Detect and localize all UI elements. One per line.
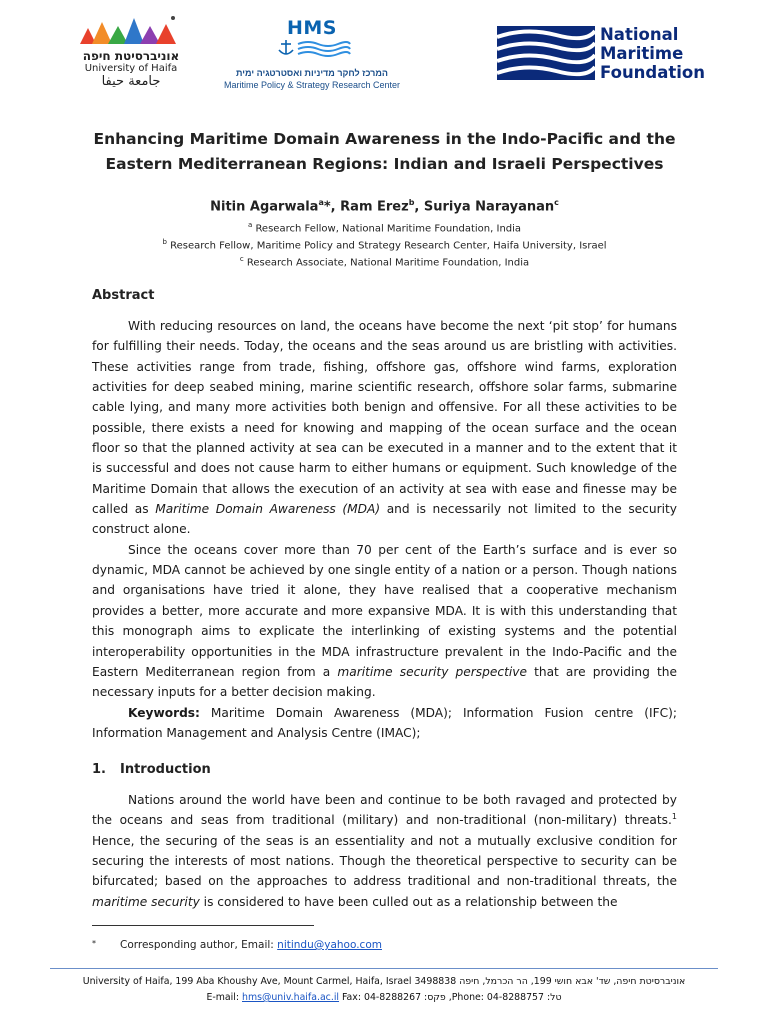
title-line-2: Eastern Mediterranean Regions: Indian and Israeli Perspectives — [105, 155, 664, 173]
section-number: 1. — [92, 762, 106, 777]
footnote-mark: * — [92, 939, 96, 948]
haifa-arabic-name: جامعة حيفا — [101, 74, 161, 89]
anchor-waves-icon — [272, 38, 352, 60]
abstract-p1-text-end: and is necessarily not limited to the security construct alone. — [92, 502, 677, 537]
haifa-logo-mark-icon — [78, 14, 184, 48]
footer-email-link[interactable]: hms@univ.haifa.ac.il — [242, 992, 340, 1003]
nmf-name — [600, 25, 705, 82]
author-suffix: *, — [323, 199, 336, 215]
hms-logo — [212, 18, 412, 94]
national-maritime-foundation-logo — [496, 25, 746, 81]
affiliation-text: Research Associate, National Maritime Foundation, India — [246, 257, 530, 269]
author-name: Suriya Narayanan — [423, 199, 555, 215]
haifa-hebrew-name: אוניברסיטת חיפה — [82, 49, 180, 63]
author-sup: c — [554, 198, 559, 207]
abstract-p1-italic: Maritime Domain Awareness (MDA) — [155, 502, 381, 517]
nmf-line-1: National — [600, 25, 679, 44]
author-name: Nitin Agarwala — [210, 199, 319, 215]
affiliation-text: Research Fellow, National Maritime Foundation, India — [255, 223, 522, 235]
hms-acronym: HMS — [287, 17, 337, 39]
affiliation-text: Research Fellow, Maritime Policy and Strategy Research Center, Haifa University, Israel — [170, 240, 607, 252]
intro-paragraph-1 — [92, 790, 677, 912]
author-list — [92, 198, 677, 214]
abstract-p2-text-end: that are providing the necessary inputs for a better decision making. — [92, 664, 677, 700]
footer-address: University of Haifa, 199 Aba Khoushy Ave, Mount Carmel, Haifa, Israel 3498838 אוניברסיטת חיפה, שד' אבא חושי 199, הר הכרמל, חיפה — [82, 976, 686, 987]
intro-p1-text: Nations around the world have been and continue to be both ravaged and protected by the oceans and seas from traditional (military) and non-traditional (non-military) threats. — [92, 793, 677, 828]
abstract-p2-italic: maritime security perspective — [337, 664, 527, 679]
abstract-heading: Abstract — [92, 288, 155, 303]
page-header — [0, 0, 768, 100]
affiliation-b — [92, 238, 677, 251]
section-title: Introduction — [119, 762, 211, 777]
intro-p1-text-end: is considered to have been culled out as a relationship between the — [199, 894, 618, 909]
introduction-heading — [92, 762, 677, 777]
footer-email-label: E-mail: — [206, 992, 242, 1003]
title-line-1: Enhancing Maritime Domain Awareness in the Indo-Pacific and the — [93, 130, 676, 148]
intro-p1-italic: maritime security — [92, 894, 200, 909]
footnote-text: Corresponding author, Email: — [120, 939, 278, 951]
footer-fax-phone: Fax: 04-8288267 :פקס ,Phone: 04-8288757 :טל — [339, 992, 562, 1003]
footnote-divider — [92, 925, 314, 926]
keywords-text: Maritime Domain Awareness (MDA); Information Fusion centre (IFC); Information Management and Analysis Centre (IMAC); — [92, 705, 677, 740]
corresponding-email-link[interactable]: nitindu@yahoo.com — [277, 939, 382, 951]
nmf-line-2: Maritime — [600, 44, 684, 63]
affiliation-a — [92, 221, 677, 234]
footer-divider — [50, 968, 718, 969]
abstract-paragraph-2 — [92, 540, 677, 703]
footer-contact — [0, 992, 768, 1003]
introduction-body — [92, 790, 677, 912]
abstract-p1-text: With reducing resources on land, the oceans have become the next ‘pit stop’ for humans for fulfilling their needs. Today, the oceans and the seas around us are bristling with activities. These activities range from trade, fishing, offshore gas, offshore wind farms, exploration activities for deep seabed mining, marine scientific research, offshore solar farms, submarine cable lying, and many more activities both benign and offensive. For all these activities to be possible, there exists a need for knowing and mapping of the ocean surface and the ocean floor so that the planned activity at sea can be executed in a manner and to the extent that it is successful and does not cause harm to either humans or equipment. Such knowledge of the Maritime Domain that allows the execution of an activity at sea with ease and finesse may be called as — [92, 319, 677, 517]
abstract-paragraph-1 — [92, 316, 677, 540]
hms-hebrew-name: המרכז לחקר מדיניות ואסטרטגיה ימית — [236, 68, 388, 78]
author-suffix: , — [414, 199, 420, 215]
nmf-line-3: Foundation — [600, 63, 706, 82]
hms-english-name: Maritime Policy & Strategy Research Center — [223, 80, 401, 90]
author-sup: b — [408, 198, 415, 207]
intro-p1-text-mid: Hence, the securing of the seas is an essentiality and not a mutually exclusive condition for securing the interests of most nations. Though the theoretical perspective to security can be bifurcated; based on the approaches to address traditional and non-traditional threats, the — [92, 833, 677, 889]
author-sup: a — [318, 198, 324, 207]
nmf-wave-flag-icon — [496, 25, 596, 81]
abstract-body — [92, 316, 677, 743]
abstract-p2-text: Since the oceans cover more than 70 per cent of the Earth’s surface and is ever so dynamic, MDA cannot be achieved by one single entity of a nation or a person. Though nations and organisations have tried it alone, they have realised that a cooperative mechanism provides a better, more accurate and more expansive MDA. It is with this understanding that this monograph aims to explicate the interlinking of existing systems and the potential interoperability opportunities in the MDA infrastructure prevalent in the Indo-Pacific and the Eastern Mediterranean region from a — [92, 542, 677, 679]
paper-title — [92, 127, 677, 177]
footnote — [92, 939, 382, 951]
affiliation-sup: a — [247, 221, 253, 229]
keywords-label: Keywords: — [128, 705, 200, 720]
author-name: Ram Erez — [340, 199, 409, 215]
university-of-haifa-logo — [78, 14, 184, 94]
keywords-paragraph — [92, 703, 677, 744]
affiliation-sup: c — [239, 255, 244, 263]
affiliation-c — [92, 255, 677, 268]
haifa-english-name: University of Haifa — [84, 63, 178, 74]
footnote-ref: 1 — [671, 812, 677, 822]
affiliation-sup: b — [162, 238, 167, 246]
